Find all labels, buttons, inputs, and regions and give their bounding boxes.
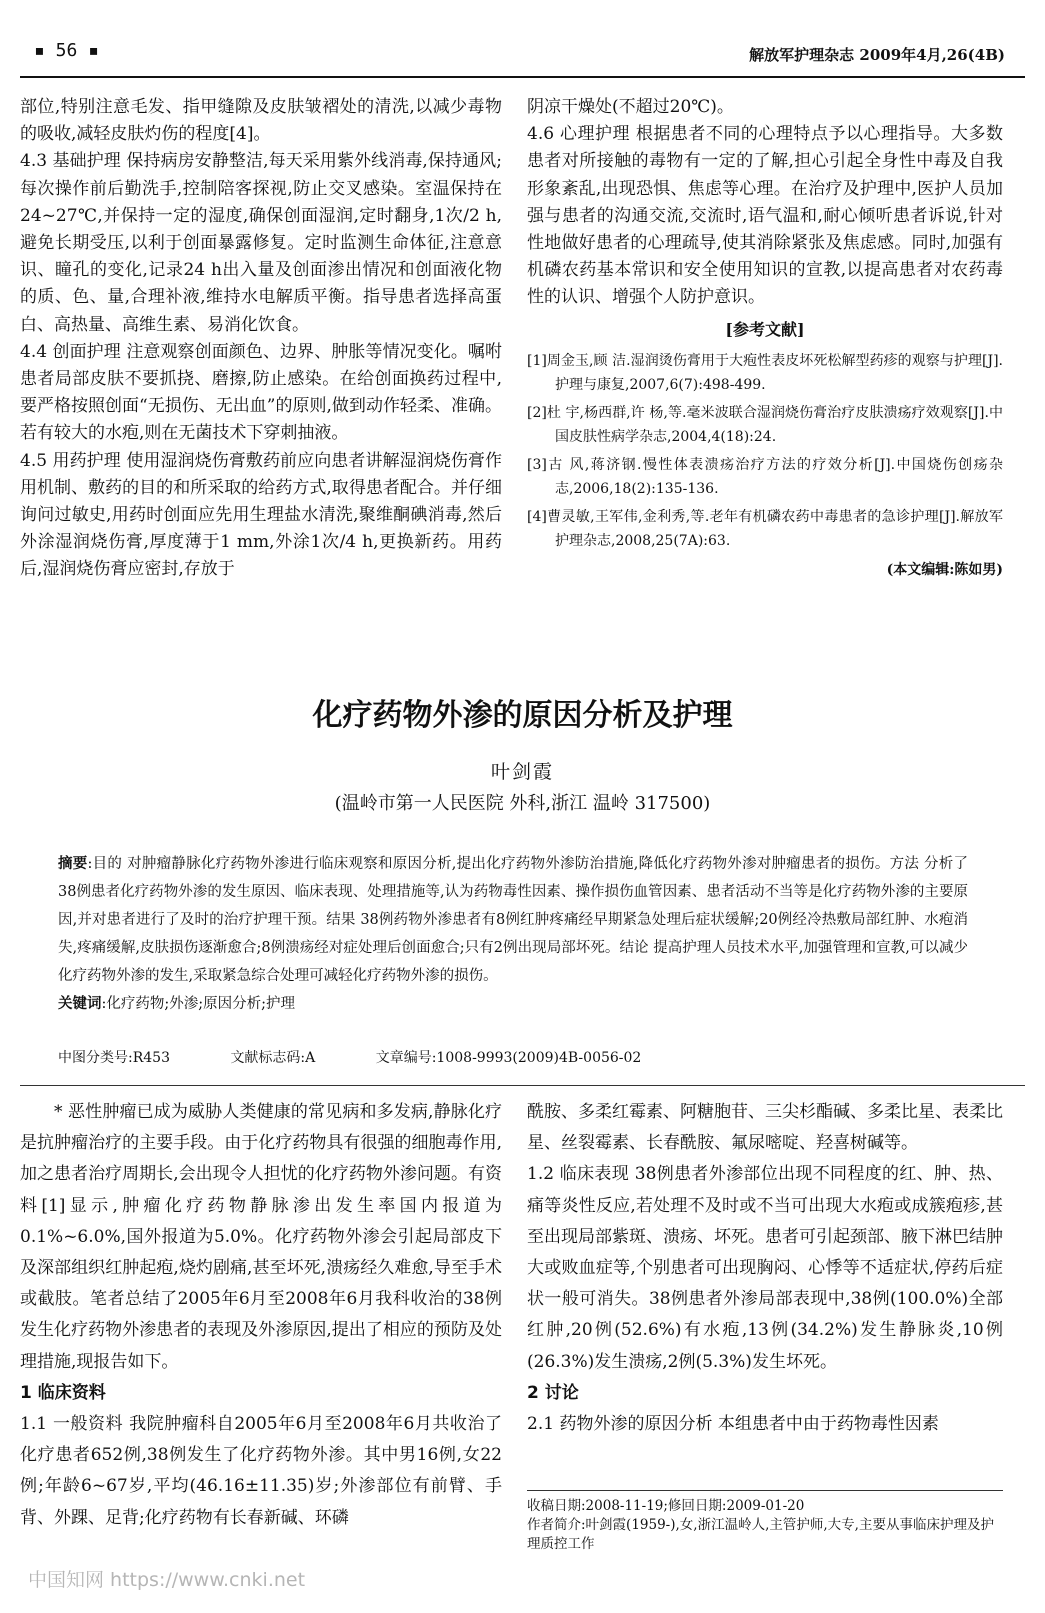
page-header bbox=[20, 40, 1025, 78]
author-bio: 作者简介:叶剑霞(1959-),女,浙江温岭人,主管护师,大专,主要从事临床护理及护理质控工作 bbox=[527, 1517, 994, 1552]
prev-article-left-column bbox=[20, 94, 502, 584]
received-date: 收稿日期:2008-11-19;修回日期:2009-01-20 bbox=[527, 1498, 805, 1514]
article-right-column bbox=[527, 1097, 1003, 1440]
abstract-text: :目的 对肿瘤静脉化疗药物外渗进行临床观察和原因分析,提出化疗药物外渗防治措施,降低化疗药物外渗对肿瘤患者的损伤。方法 分析了38例患者化疗药物外渗的发生原因、临床表现、处理措施等,认为药物毒性因素、操作损伤血管因素、患者活动不当等是化疗药物外渗的主要原因,并对患者进行了及时的治疗护理干预。结果 38例药物外渗患者有8例红肿疼痛经早期紧急处理后症状缓解;20例经冷热敷局部红肿、水疱消失,疼痛缓解,皮肤损伤逐渐愈合;8例溃疡经对症处理后创面愈合;只有2例出现局部坏死。结论 提高护理人员技术水平,加强管理和宣教,可以减少化疗药物外渗的发生,采取紧急综合处理可减轻化疗药物外渗的损伤。 bbox=[58, 856, 968, 984]
paragraph: 4.5 用药护理 使用湿润烧伤膏敷药前应向患者讲解湿润烧伤膏作用机制、敷药的目的和所采取的给药方式,取得患者配合。并仔细询问过敏史,用药时创面应先用生理盐水清洗,聚维酮碘消毒,然后外涂湿润烧伤膏,厚度薄于1 mm,外涂1次/4 h,更换新药。用药后,湿润烧伤膏应密封,存放于 bbox=[20, 450, 502, 580]
article-left-column bbox=[20, 1097, 502, 1534]
editor-note: (本文编辑:陈如男) bbox=[886, 561, 1003, 578]
page-number: ▪ 56 ▪ bbox=[34, 40, 100, 61]
paragraph: 部位,特别注意毛发、指甲缝隙及皮肤皱褶处的清洗,以减少毒物的吸收,减轻皮肤灼伤的程度[4]。 bbox=[20, 97, 502, 145]
article-author: 叶剑霞 bbox=[490, 761, 554, 783]
paragraph: 酰胺、多柔红霉素、阿糖胞苷、三尖杉酯碱、多柔比星、表柔比星、丝裂霉素、长春酰胺、氟尿嘧啶、羟喜树碱等。 bbox=[527, 1102, 1003, 1154]
paragraph: 4.3 基础护理 保持病房安静整洁,每天采用紫外线消毒,保持通风;每次操作前后勤洗手,控制陪客探视,防止交叉感染。室温保持在24~27℃,并保持一定的湿度,确保创面湿润,定时翻身,1次/2 h,避免长期受压,以利于创面暴露修复。定时监测生命体征,注意意识、瞳孔的变化,记录24 h出入量及创面渗出情况和创面液化物的质、色、量,合理补液,维持水电解质平衡。指导患者选择高蛋白、高热量、高维生素、易消化饮食。 bbox=[20, 151, 502, 335]
article-title: 化疗药物外渗的原因分析及护理 bbox=[312, 698, 733, 733]
keywords-text: :化疗药物;外渗;原因分析;护理 bbox=[101, 996, 296, 1012]
reference-item: [4]曹灵敏,王军伟,金利秀,等.老年有机磷农药中毒患者的急诊护理[J].解放军护理杂志,2008,25(7A):63. bbox=[527, 508, 1003, 549]
paragraph: 1.2 临床表现 38例患者外渗部位出现不同程度的红、肿、热、痛等炎性反应,若处理不及时或不当可出现大水疱或成簇疱疹,甚至出现局部紫斑、溃疡、坏死。患者可引起颈部、腋下淋巴结肿大或败血症等,个别患者可出现胸闷、心悸等不适症状,停药后症状一般可消失。38例患者外渗局部表现中,38例(100.0%)全部红肿,20例(52.6%)有水疱,13例(34.2%)发生静脉炎,10例(26.3%)发生溃疡,2例(5.3%)发生坏死。 bbox=[527, 1164, 1003, 1372]
article-affiliation: (温岭市第一人民医院 外科,浙江 温岭 317500) bbox=[334, 793, 711, 814]
paragraph: 阴凉干燥处(不超过20℃)。 bbox=[527, 97, 734, 117]
paragraph: * 恶性肿瘤已成为威胁人类健康的常见病和多发病,静脉化疗是抗肿瘤治疗的主要手段。由于化疗药物具有很强的细胞毒作用,加之患者治疗周期长,会出现令人担忧的化疗药物外渗问题。有资料[1]显示,肿瘤化疗药物静脉渗出发生率国内报道为0.1%~6.0%,国外报道为5.0%。化疗药物外渗会引起局部皮下及深部组织红肿起疱,烧灼剧痛,甚至坏死,溃疡经久难愈,导至手术或截肢。笔者总结了2005年6月至2008年6月我科收治的38例发生化疗药物外渗患者的表现及外渗原因,提出了相应的预防及处理措施,现报告如下。 bbox=[20, 1102, 502, 1372]
watermark: 中国知网 https://www.cnki.net bbox=[28, 1569, 306, 1591]
section-heading: 1 临床资料 bbox=[20, 1382, 106, 1403]
reference-item: [3]古 风,蒋济钢.慢性体表溃疡治疗方法的疗效分析[J].中国烧伤创疡杂志,2006,18(2):135-136. bbox=[527, 456, 1003, 497]
paragraph: 1.1 一般资料 我院肿瘤科自2005年6月至2008年6月共收治了化疗患者652例,38例发生了化疗药物外渗。其中男16例,女22例;年龄6~67岁,平均(46.16±11.35)岁;外渗部位有前臂、手背、外踝、足背;化疗药物有长春新碱、环磷 bbox=[20, 1414, 502, 1528]
paragraph: 4.6 心理护理 根据患者不同的心理特点予以心理指导。大多数患者对所接触的毒物有一定的了解,担心引起全身性中毒及自我形象紊乱,出现恐惧、焦虑等心理。在治疗及护理中,医护人员加强与患者的沟通交流,交流时,语气温和,耐心倾听患者诉说,针对性地做好患者的心理疏导,使其消除紧张及焦虑感。同时,加强有机磷农药基本常识和安全使用知识的宣教,以提高患者对农药毒性的认识、增强个人防护意识。 bbox=[527, 124, 1003, 308]
article-number: 文章编号:1008-9993(2009)4B-0056-02 bbox=[375, 1050, 642, 1066]
abstract bbox=[58, 850, 968, 1018]
prev-article-right-column bbox=[527, 94, 1003, 584]
reference-item: [1]周金玉,顾 洁.湿润烫伤膏用于大疱性表皮坏死松解型药疹的观察与护理[J].护理与康复,2007,6(7):498-499. bbox=[527, 352, 1003, 393]
abstract-label: 摘要 bbox=[58, 856, 88, 872]
journal-citation: 解放军护理杂志 2009年4月,26(4B) bbox=[749, 46, 1005, 64]
footnote bbox=[527, 1490, 1003, 1554]
paragraph: 4.4 创面护理 注意观察创面颜色、边界、肿胀等情况变化。嘱咐患者局部皮肤不要抓挠、磨擦,防止感染。在给创面换药过程中,要严格按照创面“无损伤、无出血”的原则,做到动作轻柔、准确。若有较大的水疱,则在无菌技术下穿刺抽液。 bbox=[20, 341, 502, 444]
class-number: 中图分类号:R453 bbox=[58, 1050, 170, 1066]
references-title: [参考文献] bbox=[725, 319, 805, 339]
article-meta bbox=[58, 1047, 697, 1067]
section-heading: 2 讨论 bbox=[527, 1382, 579, 1403]
divider bbox=[20, 1085, 1025, 1086]
document-code: 文献标志码:A bbox=[230, 1050, 316, 1066]
keywords-label: 关键词 bbox=[58, 996, 102, 1012]
reference-item: [2]杜 宇,杨西群,许 杨,等.毫米波联合湿润烧伤膏治疗皮肤溃疡疗效观察[J].中国皮肤性病学杂志,2004,4(18):24. bbox=[527, 404, 1003, 445]
paragraph: 2.1 药物外渗的原因分析 本组患者中由于药物毒性因素 bbox=[527, 1414, 939, 1435]
